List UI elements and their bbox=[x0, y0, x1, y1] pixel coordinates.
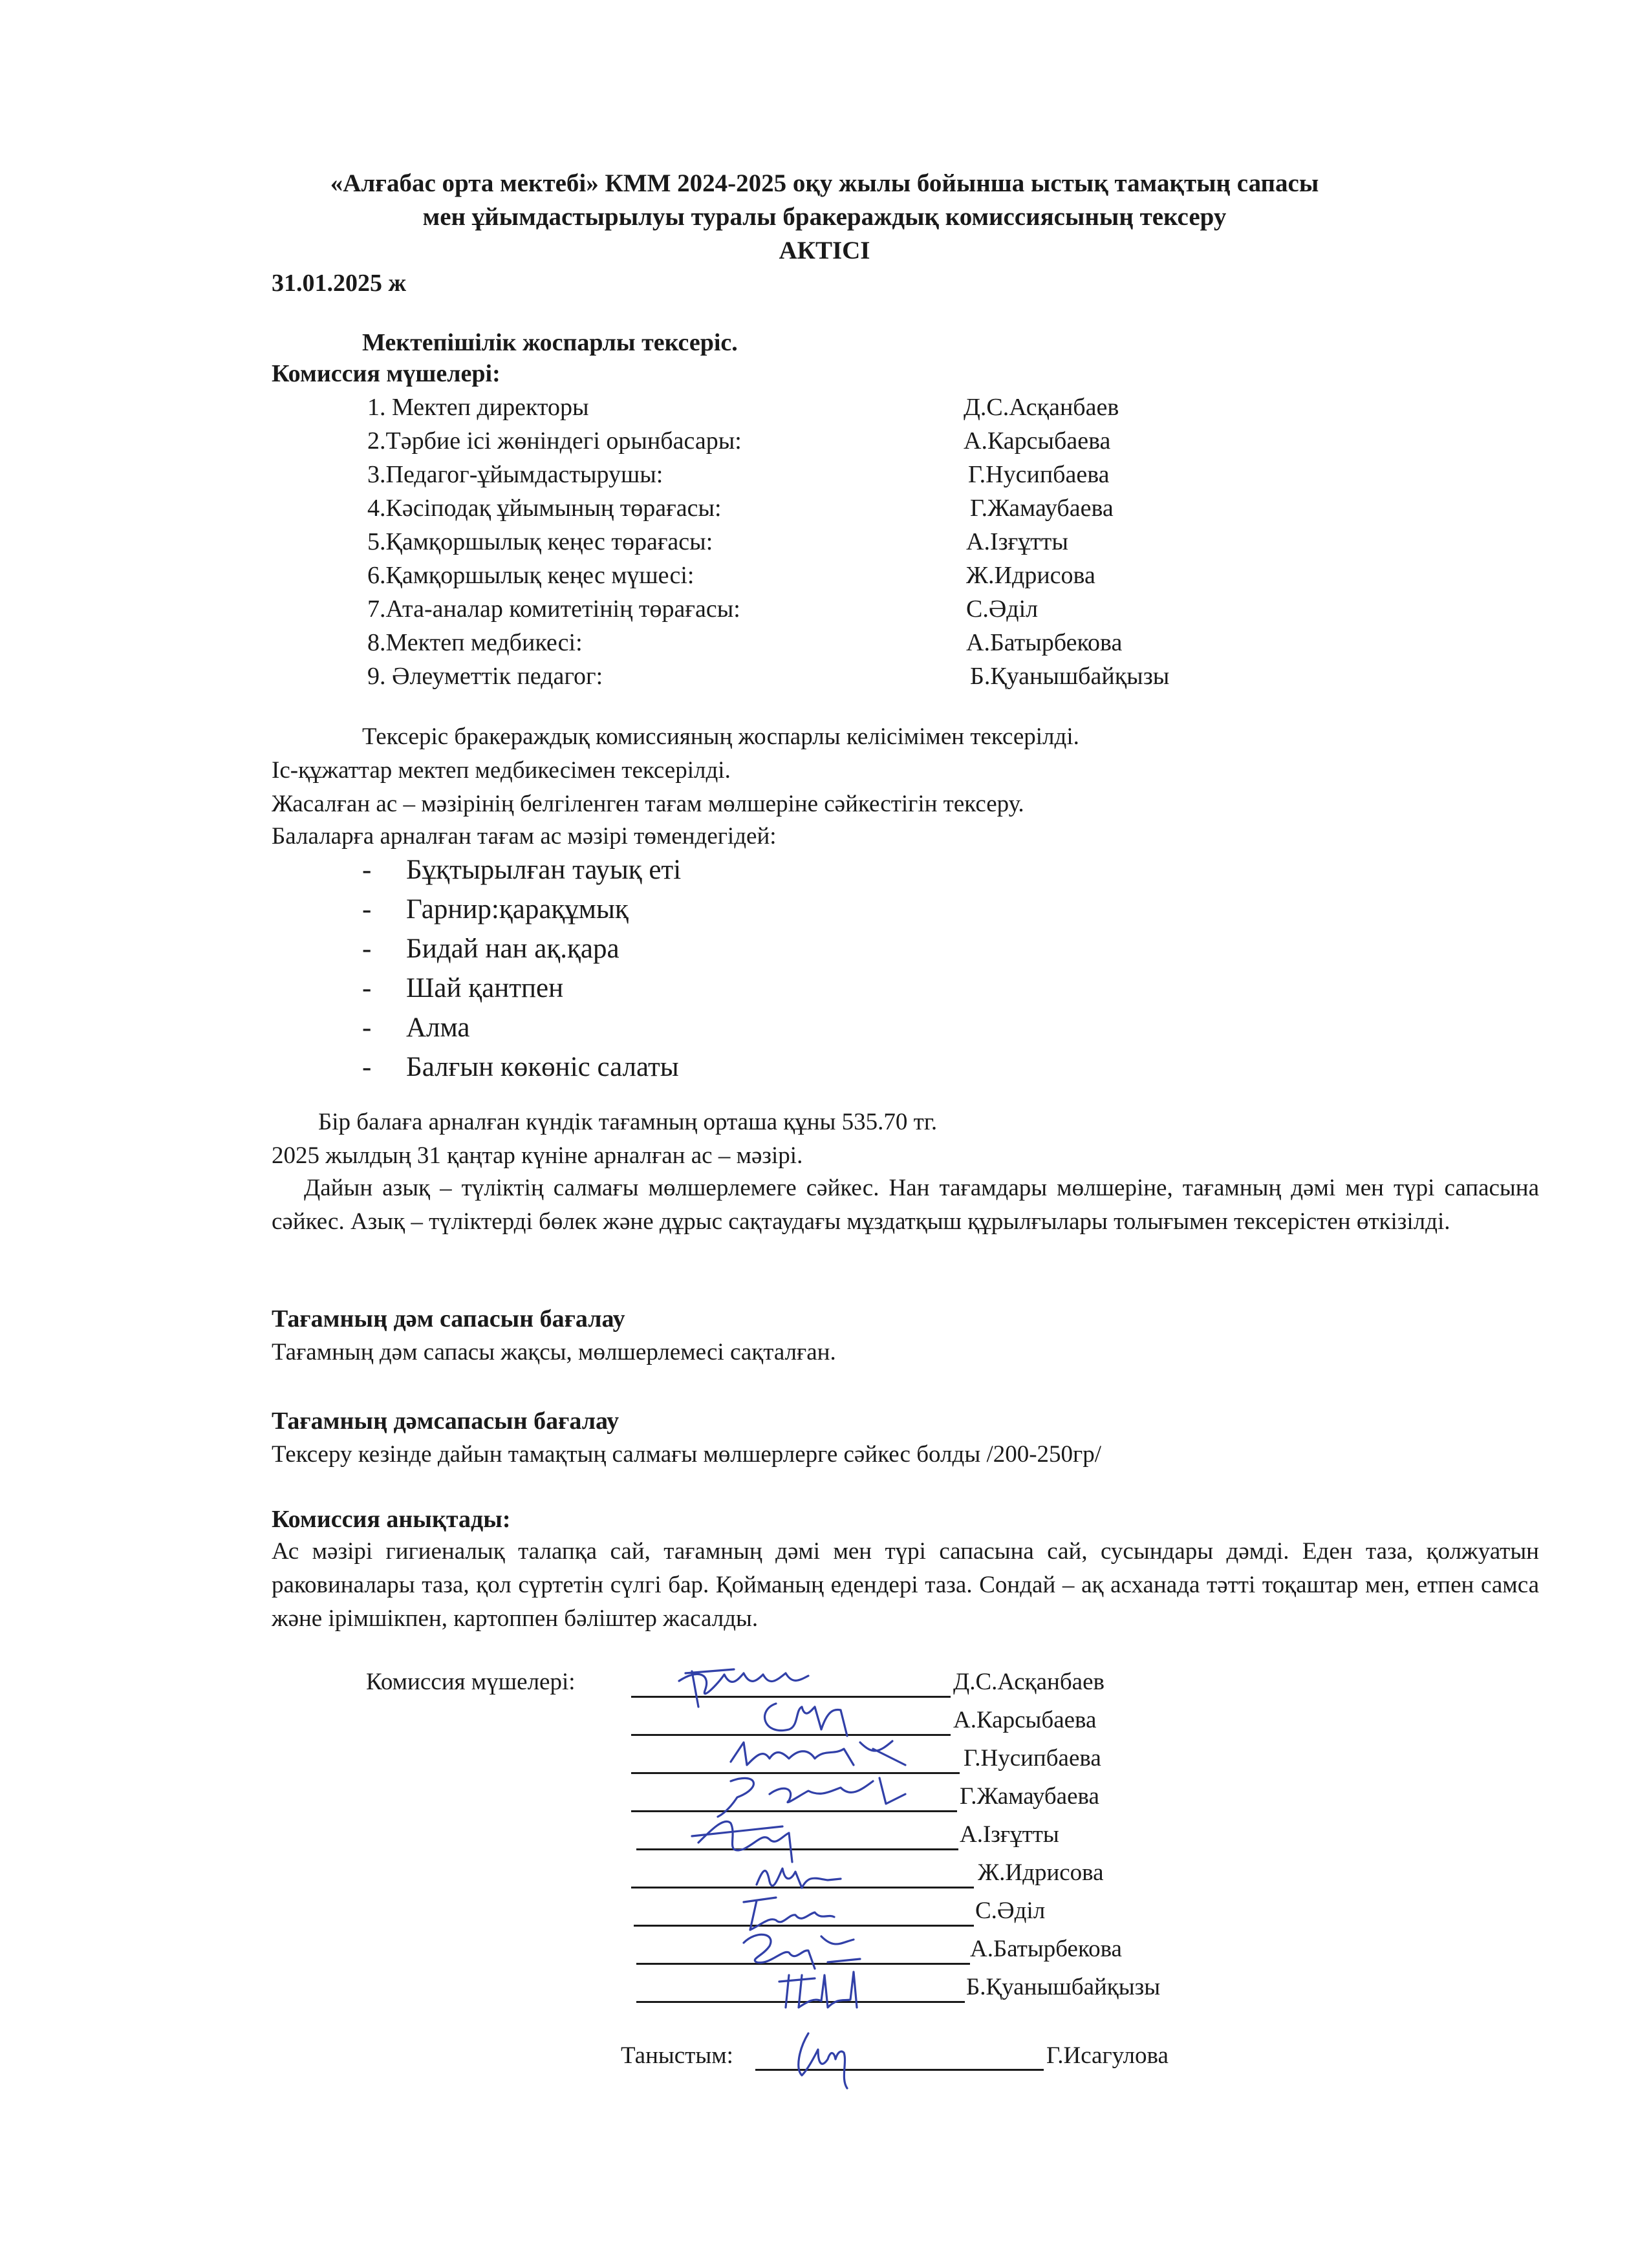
list-bullet: - bbox=[362, 855, 372, 885]
signatory-name: А.Батырбекова bbox=[970, 1936, 1122, 1962]
header-line-1: «Алғабас орта мектебі» КММ 2024-2025 оқу жылы бойынша ыстық тамақтың сапасы bbox=[330, 169, 1319, 197]
list-bullet: - bbox=[362, 973, 372, 1003]
intro-line: Балаларға арналған тағам ас мәзірі төмендегідей: bbox=[272, 823, 777, 850]
assessment-paragraph: Дайын азық – түліктің салмағы мөлшерлемеге сәйкес. Нан тағамдары мөлшеріне, тағамның дәмі мен түрі сапасына сәйкес. Азық – түліктерді бөлек және дұрыс сақтаудағы мұздатқыш құрылғылары толығымен тексерістен өткізілді. bbox=[272, 1175, 1539, 1235]
menu-item: Шай қантпен bbox=[406, 973, 564, 1003]
member-role: 9. Әлеуметтік педагог: bbox=[367, 663, 603, 690]
member-role: 5.Қамқоршылық кеңес төрағасы: bbox=[367, 528, 713, 555]
cost-line: Бір балаға арналған күндік тағамның орташа құны 535.70 тг. bbox=[318, 1109, 938, 1135]
member-name: А.Ізғұтты bbox=[966, 528, 1068, 555]
member-role: 2.Тәрбие ісі жөніндегі орынбасары: bbox=[367, 427, 742, 455]
member-role: 3.Педагог-ұйымдастырушы: bbox=[367, 461, 663, 488]
signatory-name: Д.С.Асқанбаев bbox=[953, 1669, 1105, 1695]
member-name: Ж.Идрисова bbox=[966, 562, 1095, 589]
member-role: 6.Қамқоршылық кеңес мүшесі: bbox=[367, 562, 695, 589]
document-header bbox=[0, 167, 1649, 268]
conclusion-text: Ас мәзірі гигиеналық талапқа сай, тағамның дәмі мен түрі сапасына сай, сусындары дәмді. Еден таза, қолжуатын раковиналары таза, қол сүртетін сүлгі бар. Қойманың едендері таза. Сондай – ақ асханада тәтті тоқаштар мен, етпен самса және ірімшікпен, картоппен бәліштер жасалды. bbox=[272, 1538, 1539, 1632]
menu-item: Бұқтырылған тауық еті bbox=[406, 855, 682, 885]
member-name: С.Әділ bbox=[966, 595, 1039, 623]
member-name: Г.Жамаубаева bbox=[970, 495, 1114, 522]
list-bullet: - bbox=[362, 894, 372, 925]
member-role: 1. Мектеп директоры bbox=[367, 394, 589, 421]
menu-date-line: 2025 жылдың 31 қаңтар күніне арналған ас – мәзірі. bbox=[272, 1142, 803, 1169]
signatures-label: Комиссия мүшелері: bbox=[366, 1669, 576, 1695]
member-role: 4.Кәсіподақ ұйымының төрағасы: bbox=[367, 495, 722, 522]
list-bullet: - bbox=[362, 1012, 372, 1043]
section1-title: Тағамның дәм сапасын бағалау bbox=[272, 1305, 625, 1332]
signature-scribble-acknowledged bbox=[782, 2024, 873, 2095]
signatory-name: Б.Қуанышбайқызы bbox=[966, 1974, 1161, 2000]
member-name: А.Карсыбаева bbox=[964, 427, 1111, 455]
member-name: А.Батырбекова bbox=[966, 629, 1123, 656]
document-date: 31.01.2025 ж bbox=[272, 270, 407, 297]
member-role: 8.Мектеп медбикесі: bbox=[367, 629, 583, 656]
section1-text: Тағамның дәм сапасы жақсы, мөлшерлемесі сақталған. bbox=[272, 1339, 836, 1365]
acknowledged-label: Таныстым: bbox=[621, 2042, 733, 2069]
signatory-name: С.Әділ bbox=[975, 1898, 1046, 1924]
header-line-3: АКТІСІ bbox=[779, 237, 870, 264]
member-name: Д.С.Асқанбаев bbox=[964, 394, 1119, 421]
member-role: 7.Ата-аналар комитетінің төрағасы: bbox=[367, 595, 740, 623]
header-line-2: мен ұйымдастырылуы туралы бракераждық комиссиясының тексеру bbox=[422, 203, 1227, 231]
intro-line: Тексеріс бракераждық комиссияның жоспарлы келісімімен тексерілді. bbox=[362, 723, 1079, 750]
menu-item: Бидай нан ақ.қара bbox=[406, 934, 620, 964]
signatory-name: Г.Жамаубаева bbox=[960, 1783, 1099, 1810]
list-bullet: - bbox=[362, 934, 372, 964]
signatory-name: А.Карсыбаева bbox=[953, 1707, 1097, 1733]
intro-line: Іс-құжаттар мектеп медбикесімен тексерілді. bbox=[272, 757, 731, 784]
section2-title: Тағамның дәмсапасын бағалау bbox=[272, 1407, 620, 1435]
signatory-name: А.Ізғұтты bbox=[960, 1821, 1059, 1848]
inspection-type: Мектепішілік жоспарлы тексеріс. bbox=[362, 329, 738, 356]
list-bullet: - bbox=[362, 1052, 372, 1082]
intro-line: Жасалған ас – мәзірінің белгіленген тағам мөлшеріне сәйкестігін тексеру. bbox=[272, 791, 1024, 817]
member-name: Г.Нусипбаева bbox=[968, 461, 1110, 488]
menu-item: Гарнир:қарақұмық bbox=[406, 894, 629, 925]
menu-item: Балғын көкөніс салаты bbox=[406, 1052, 679, 1082]
signatory-name: Г.Нусипбаева bbox=[964, 1745, 1101, 1771]
acknowledged-name: Г.Исагулова bbox=[1046, 2042, 1169, 2069]
menu-item: Алма bbox=[406, 1012, 470, 1043]
section2-text: Тексеру кезінде дайын тамақтың салмағы мөлшерлерге сәйкес болды /200-250гр/ bbox=[272, 1441, 1102, 1468]
signatory-name: Ж.Идрисова bbox=[978, 1859, 1104, 1886]
signature-scribble-9 bbox=[776, 1962, 873, 2017]
members-heading: Комиссия мүшелері: bbox=[272, 360, 501, 387]
conclusion-title: Комиссия анықтады: bbox=[272, 1506, 511, 1533]
member-name: Б.Қуанышбайқызы bbox=[970, 663, 1170, 690]
